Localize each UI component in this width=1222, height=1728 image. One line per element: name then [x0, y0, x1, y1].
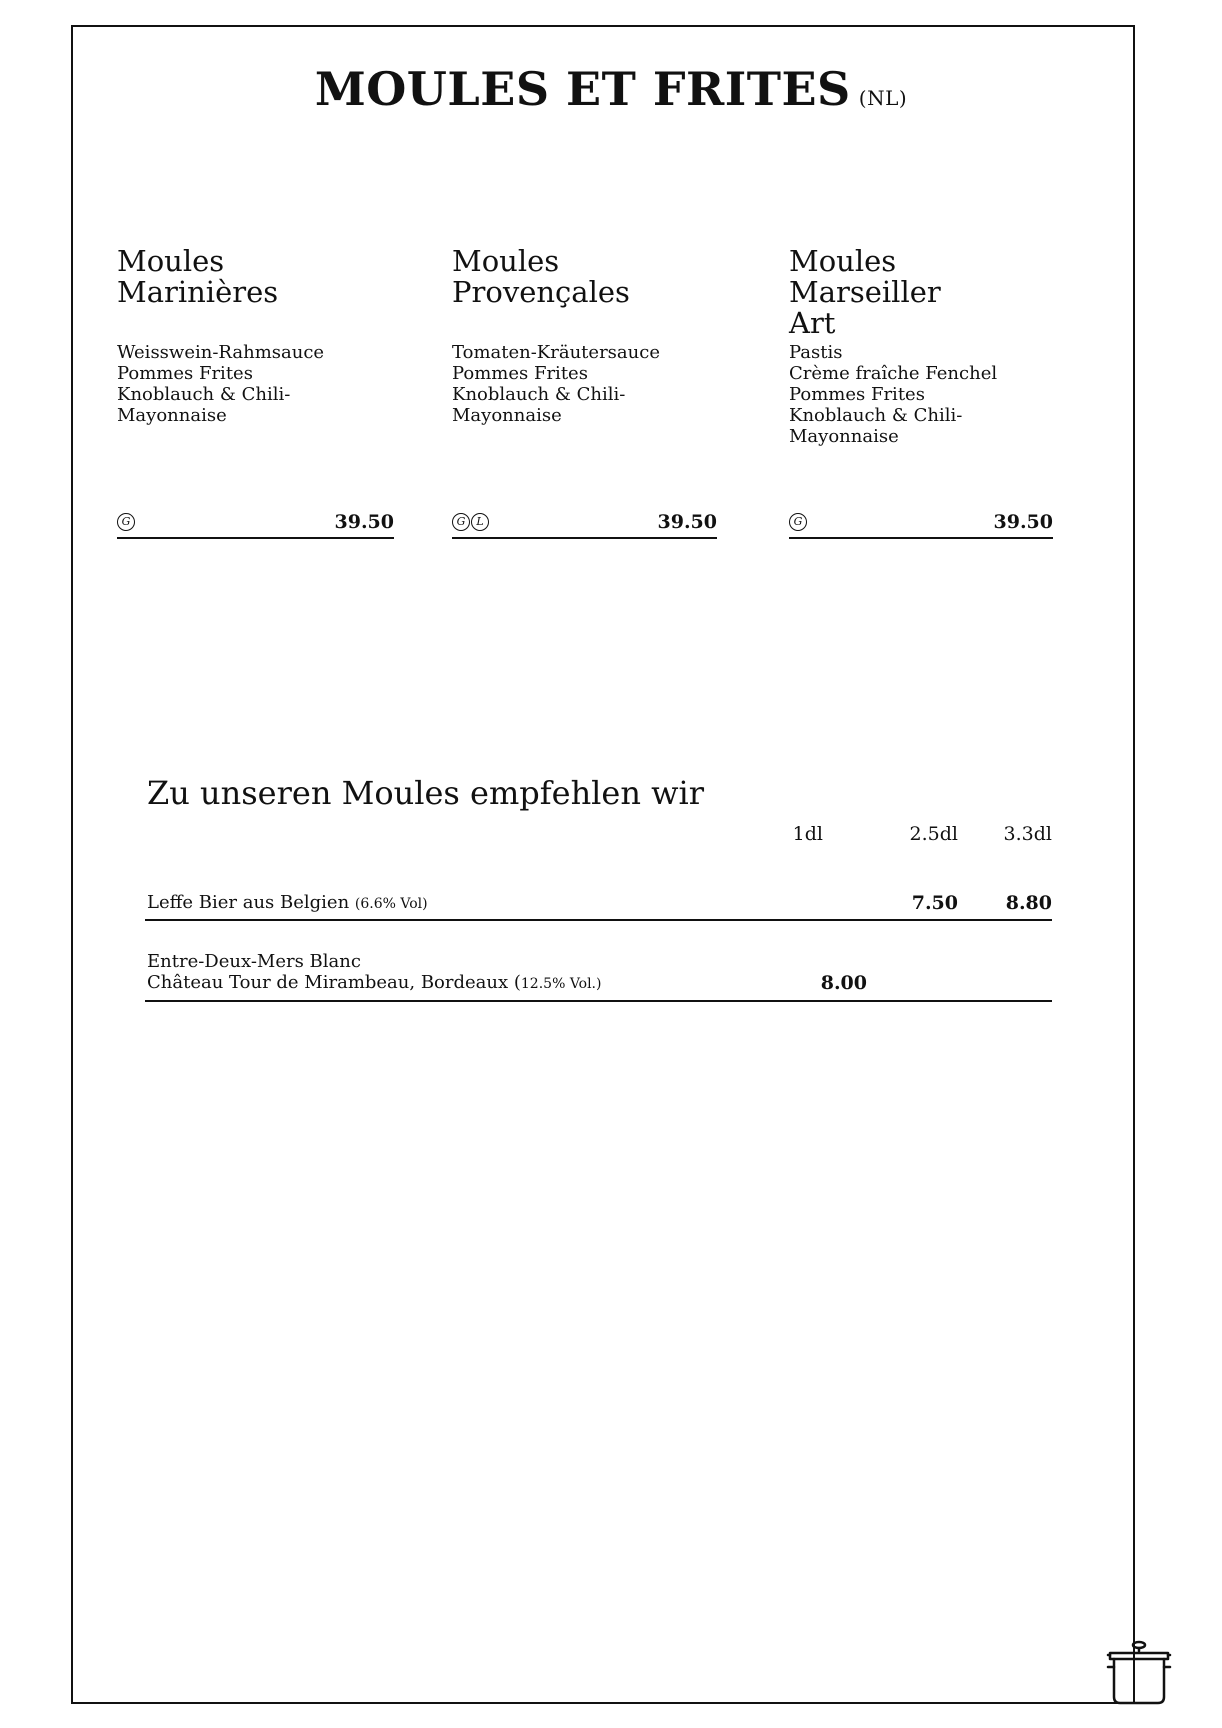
recommendation-title: Zu unseren Moules empfehlen wir — [147, 774, 705, 812]
dish-description: Tomaten-Kräutersauce Pommes Frites Knoblauch & Chili-Mayonnaise — [452, 342, 660, 426]
dish-name: Moules Marinières — [117, 244, 279, 309]
drink-abv: (6.6% Vol) — [354, 896, 428, 912]
title-suffix: (NL) — [858, 86, 908, 110]
dish-price: 39.50 — [334, 511, 394, 533]
dish-price-line — [117, 507, 394, 539]
dish-description: Weisswein-Rahmsauce Pommes Frites Knoblauch & Chili-Mayonnaise — [117, 342, 325, 426]
gluten-badge-icon: G — [452, 513, 470, 531]
dish-price: 39.50 — [993, 511, 1053, 533]
column-header-3-3dl: 3.3dl — [1003, 823, 1052, 845]
dish-moules-provencales — [452, 246, 717, 539]
gluten-badge-icon: G — [117, 513, 135, 531]
drink-row-entre-deux-mers — [145, 947, 1052, 1002]
dish-moules-marseiller-art — [789, 246, 1053, 539]
price-3-3dl: 8.80 — [1005, 892, 1052, 914]
page-title: MOULES ET FRITES (NL) — [314, 62, 908, 116]
cooking-pot-icon — [1106, 1637, 1172, 1707]
price-1dl: 8.00 — [820, 972, 867, 994]
gluten-badge-icon: G — [789, 513, 807, 531]
dish-moules-marinieres — [117, 246, 394, 539]
column-header-1dl: 1dl — [792, 823, 823, 845]
column-header-2-5dl: 2.5dl — [909, 823, 958, 845]
drink-abv: 12.5% Vol.) — [520, 976, 602, 992]
drink-name: Entre-Deux-Mers Blanc Château Tour de Mirambeau, Bordeaux (12.5% Vol.) — [147, 951, 602, 993]
dish-name: Moules Marseiller Art — [789, 244, 941, 340]
dish-price-line — [789, 507, 1053, 539]
drink-row-leffe — [145, 884, 1052, 921]
drink-name: Leffe Bier aus Belgien (6.6% Vol) — [147, 892, 428, 913]
dish-price-line — [452, 507, 717, 539]
dish-description: Pastis Crème fraîche Fenchel Pommes Frites Knoblauch & Chili-Mayonnaise — [789, 342, 998, 447]
price-2-5dl-value: 7.50 — [911, 892, 958, 914]
dish-price: 39.50 — [657, 511, 717, 533]
lactose-badge-icon: L — [471, 513, 489, 531]
dish-name: Moules Provençales — [452, 244, 630, 309]
